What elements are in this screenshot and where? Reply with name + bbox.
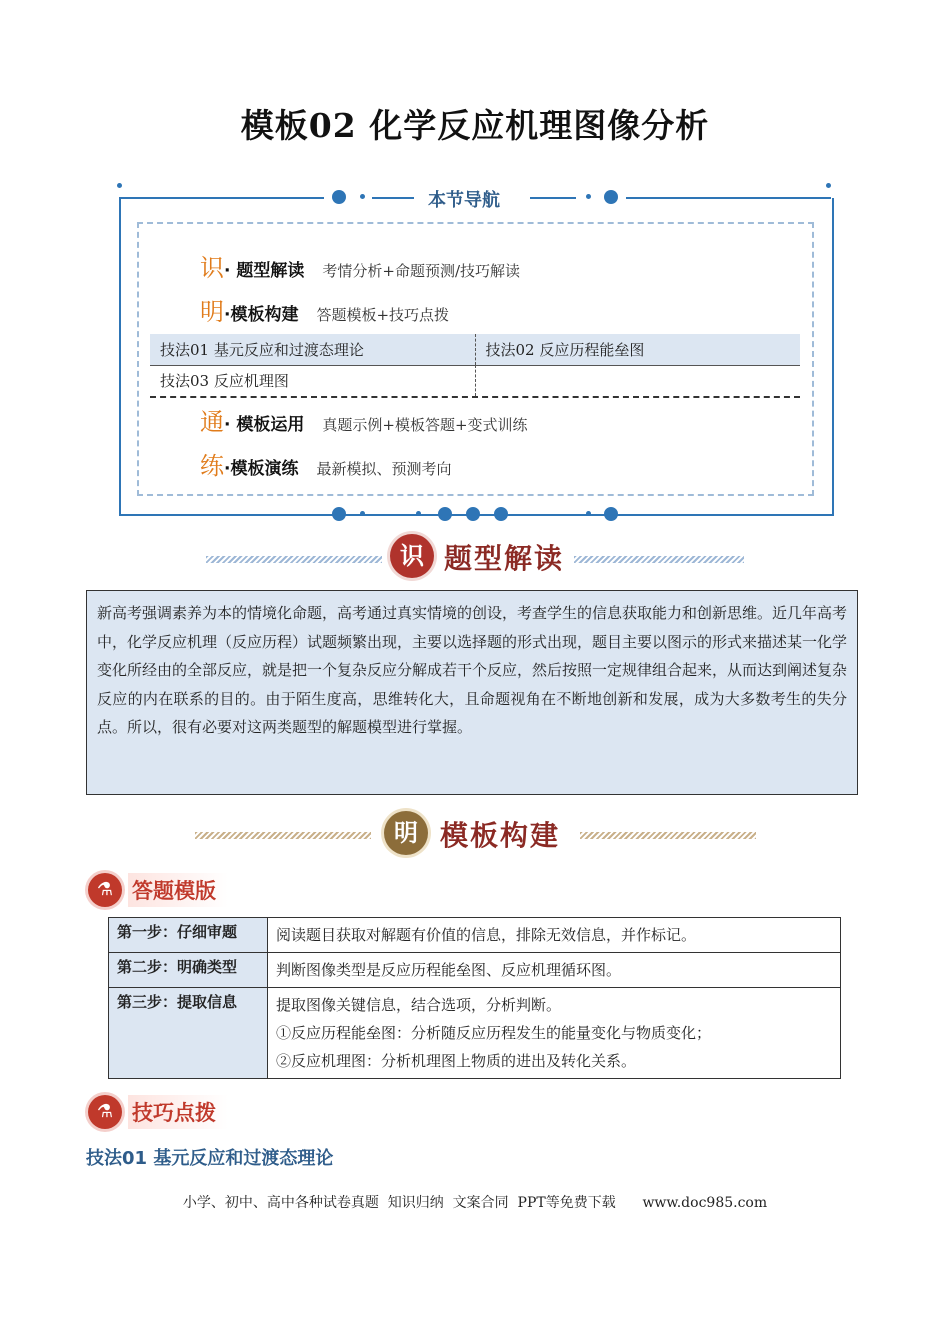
flask-icon: ⚗ [88,1095,122,1129]
dot-icon [586,194,591,199]
step-value [268,988,841,1079]
nav-label: ·模板演练 [224,459,299,479]
dot-icon [332,507,346,521]
nav-desc: 真题示例+模板答题+变式训练 [322,416,528,434]
nav-char: 明 [200,298,224,326]
table-row [109,918,841,953]
technique-cell[interactable]: 技法03 反应机理图 [150,365,475,396]
dot-icon [604,507,618,521]
nav-label: · 模板运用 [224,415,305,435]
section-title: 模板构建 [440,819,561,852]
step-line: ①反应历程能垒图：分析随反应历程发生的能量变化与物质变化； [276,1024,712,1042]
flask-icon: ⚗ [88,873,122,907]
step-key: 第二步：明确类型 [109,953,268,988]
step-value [268,918,841,953]
intro-text: 新高考强调素养为本的情境化命题，高考通过真实情境的创设，考查学生的信息获取能力和创新思维。近几年高考中，化学反应机理（反应历程）试题频繁出现，主要以选择题的形式出现，题目主要以图示的形式来描述某一化学变化所经由的全部反应，就是把一个复杂反应分解成若干个反应，然后按照一定规律组合起来，从而达到阐述复杂反应的内在联系的目的。由于陌生度高，思维转化大，且命题视角在不断地创新和发展，成为大多数考生的失分点。所以，很有必要对这两类题型的解题模型进行掌握。 [86,590,858,795]
step-line: 阅读题目获取对解题有价值的信息，排除无效信息，并作标记。 [276,926,697,944]
steps-table [108,917,841,1079]
footer-text: 小学、初中、高中各种试卷真题 知识归纳 文案合同 PPT等免费下载 www.doc985.com [182,1195,768,1211]
dot-icon [438,507,452,521]
badge-label: 技巧点拨 [128,1095,228,1129]
nav-top-line [530,197,576,199]
nav-label: · 题型解读 [224,261,305,281]
nav-item-identify[interactable] [200,248,520,283]
nav-char: 通 [200,408,224,436]
tips-badge [88,1094,228,1130]
seal-icon: 识 [390,534,434,578]
nav-top-line [119,197,324,199]
nav-item-practice[interactable] [200,446,451,481]
badge-label: 答题模版 [128,873,228,907]
technique-heading: 技法01 基元反应和过渡态理论 [86,1148,334,1169]
dot-icon [332,190,346,204]
dot-icon [466,507,480,521]
seal-icon: 明 [384,811,428,855]
nav-desc: 答题模板+技巧点拨 [316,306,450,324]
corner-dot-icon [117,183,122,188]
dot-icon [360,511,365,516]
nav-label: ·模板构建 [224,305,299,325]
table-row [109,953,841,988]
nav-char: 识 [200,254,224,282]
banner-stripe [206,556,382,563]
nav-heading: 本节导航 [428,190,500,211]
banner-stripe [195,832,371,839]
technique-cell[interactable]: 技法01 基元反应和过渡态理论 [150,334,475,365]
table-divider [150,365,800,366]
step-key: 第一步：仔细审题 [109,918,268,953]
section-title: 题型解读 [444,542,565,575]
step-value [268,953,841,988]
nav-item-apply[interactable] [200,402,528,437]
step-line: 判断图像类型是反应历程能垒图、反应机理循环图。 [276,961,622,979]
banner-stripe [574,556,744,563]
dot-icon [604,190,618,204]
nav-desc: 考情分析+命题预测/技巧解读 [322,262,521,280]
dot-icon [416,511,421,516]
answer-template-badge [88,872,228,908]
step-line: ②反应机理图：分析机理图上物质的进出及转化关系。 [276,1052,637,1070]
technique-cell [475,365,800,396]
corner-dot-icon [826,183,831,188]
technique-cell[interactable]: 技法02 反应历程能垒图 [475,334,800,365]
nav-char: 练 [200,452,224,480]
nav-item-build[interactable] [200,292,449,327]
table-row [109,988,841,1079]
dot-icon [360,194,365,199]
banner-stripe [580,832,756,839]
table-divider [150,396,800,398]
nav-desc: 最新模拟、预测考向 [316,460,452,478]
step-key: 第三步：提取信息 [109,988,268,1079]
step-line: 提取图像关键信息，结合选项，分析判断。 [276,996,562,1014]
dot-icon [586,511,591,516]
nav-top-line [626,197,831,199]
page-title: 模板02 化学反应机理图像分析 [240,106,710,145]
dot-icon [494,507,508,521]
